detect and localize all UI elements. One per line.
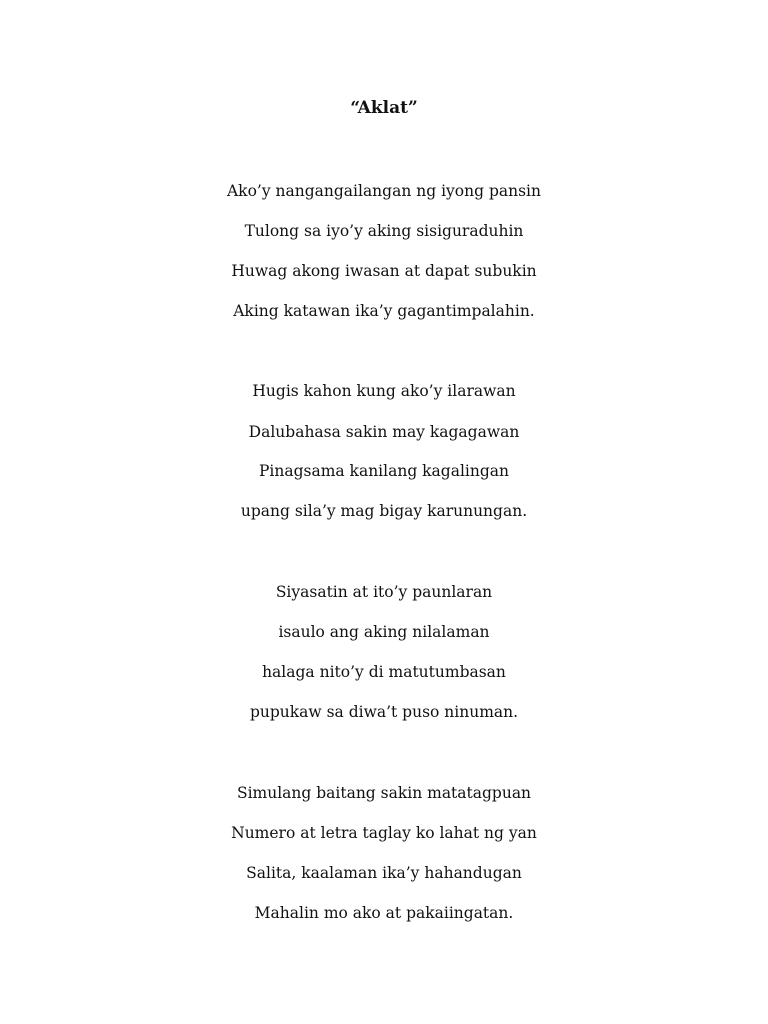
poem-title: “Aklat” bbox=[350, 98, 418, 118]
poem-line: Salita, kaalaman ika’y hahandugan bbox=[246, 864, 522, 882]
poem-line: Mahalin mo ako at pakaiingatan. bbox=[254, 904, 514, 922]
poem-line: isaulo ang aking nilalaman bbox=[278, 623, 490, 641]
poem-line: Tulong sa iyo’y aking sisiguraduhin bbox=[244, 222, 524, 240]
poem-line: Ako’y nangangailangan ng iyong pansin bbox=[226, 182, 541, 200]
poem-line: Pinagsama kanilang kagalingan bbox=[258, 462, 510, 480]
poem-line: Simulang baitang sakin matatagpuan bbox=[236, 784, 532, 802]
poem-line: Hugis kahon kung ako’y ilarawan bbox=[252, 382, 516, 400]
poem-line: Numero at letra taglay ko lahat ng yan bbox=[231, 824, 537, 842]
poem-line: Dalubahasa sakin may kagagawan bbox=[248, 423, 520, 441]
poem-line: upang sila’y mag bigay karunungan. bbox=[240, 502, 528, 520]
poem-line: Huwag akong iwasan at dapat subukin bbox=[231, 262, 537, 280]
poem-line: pupukaw sa diwa’t puso ninuman. bbox=[249, 703, 519, 721]
poem-line: Aking katawan ika’y gagantimpalahin. bbox=[233, 302, 535, 320]
poem-line: halaga nito’y di matutumbasan bbox=[262, 663, 506, 681]
poem-line: Siyasatin at ito’y paunlaran bbox=[275, 583, 493, 601]
